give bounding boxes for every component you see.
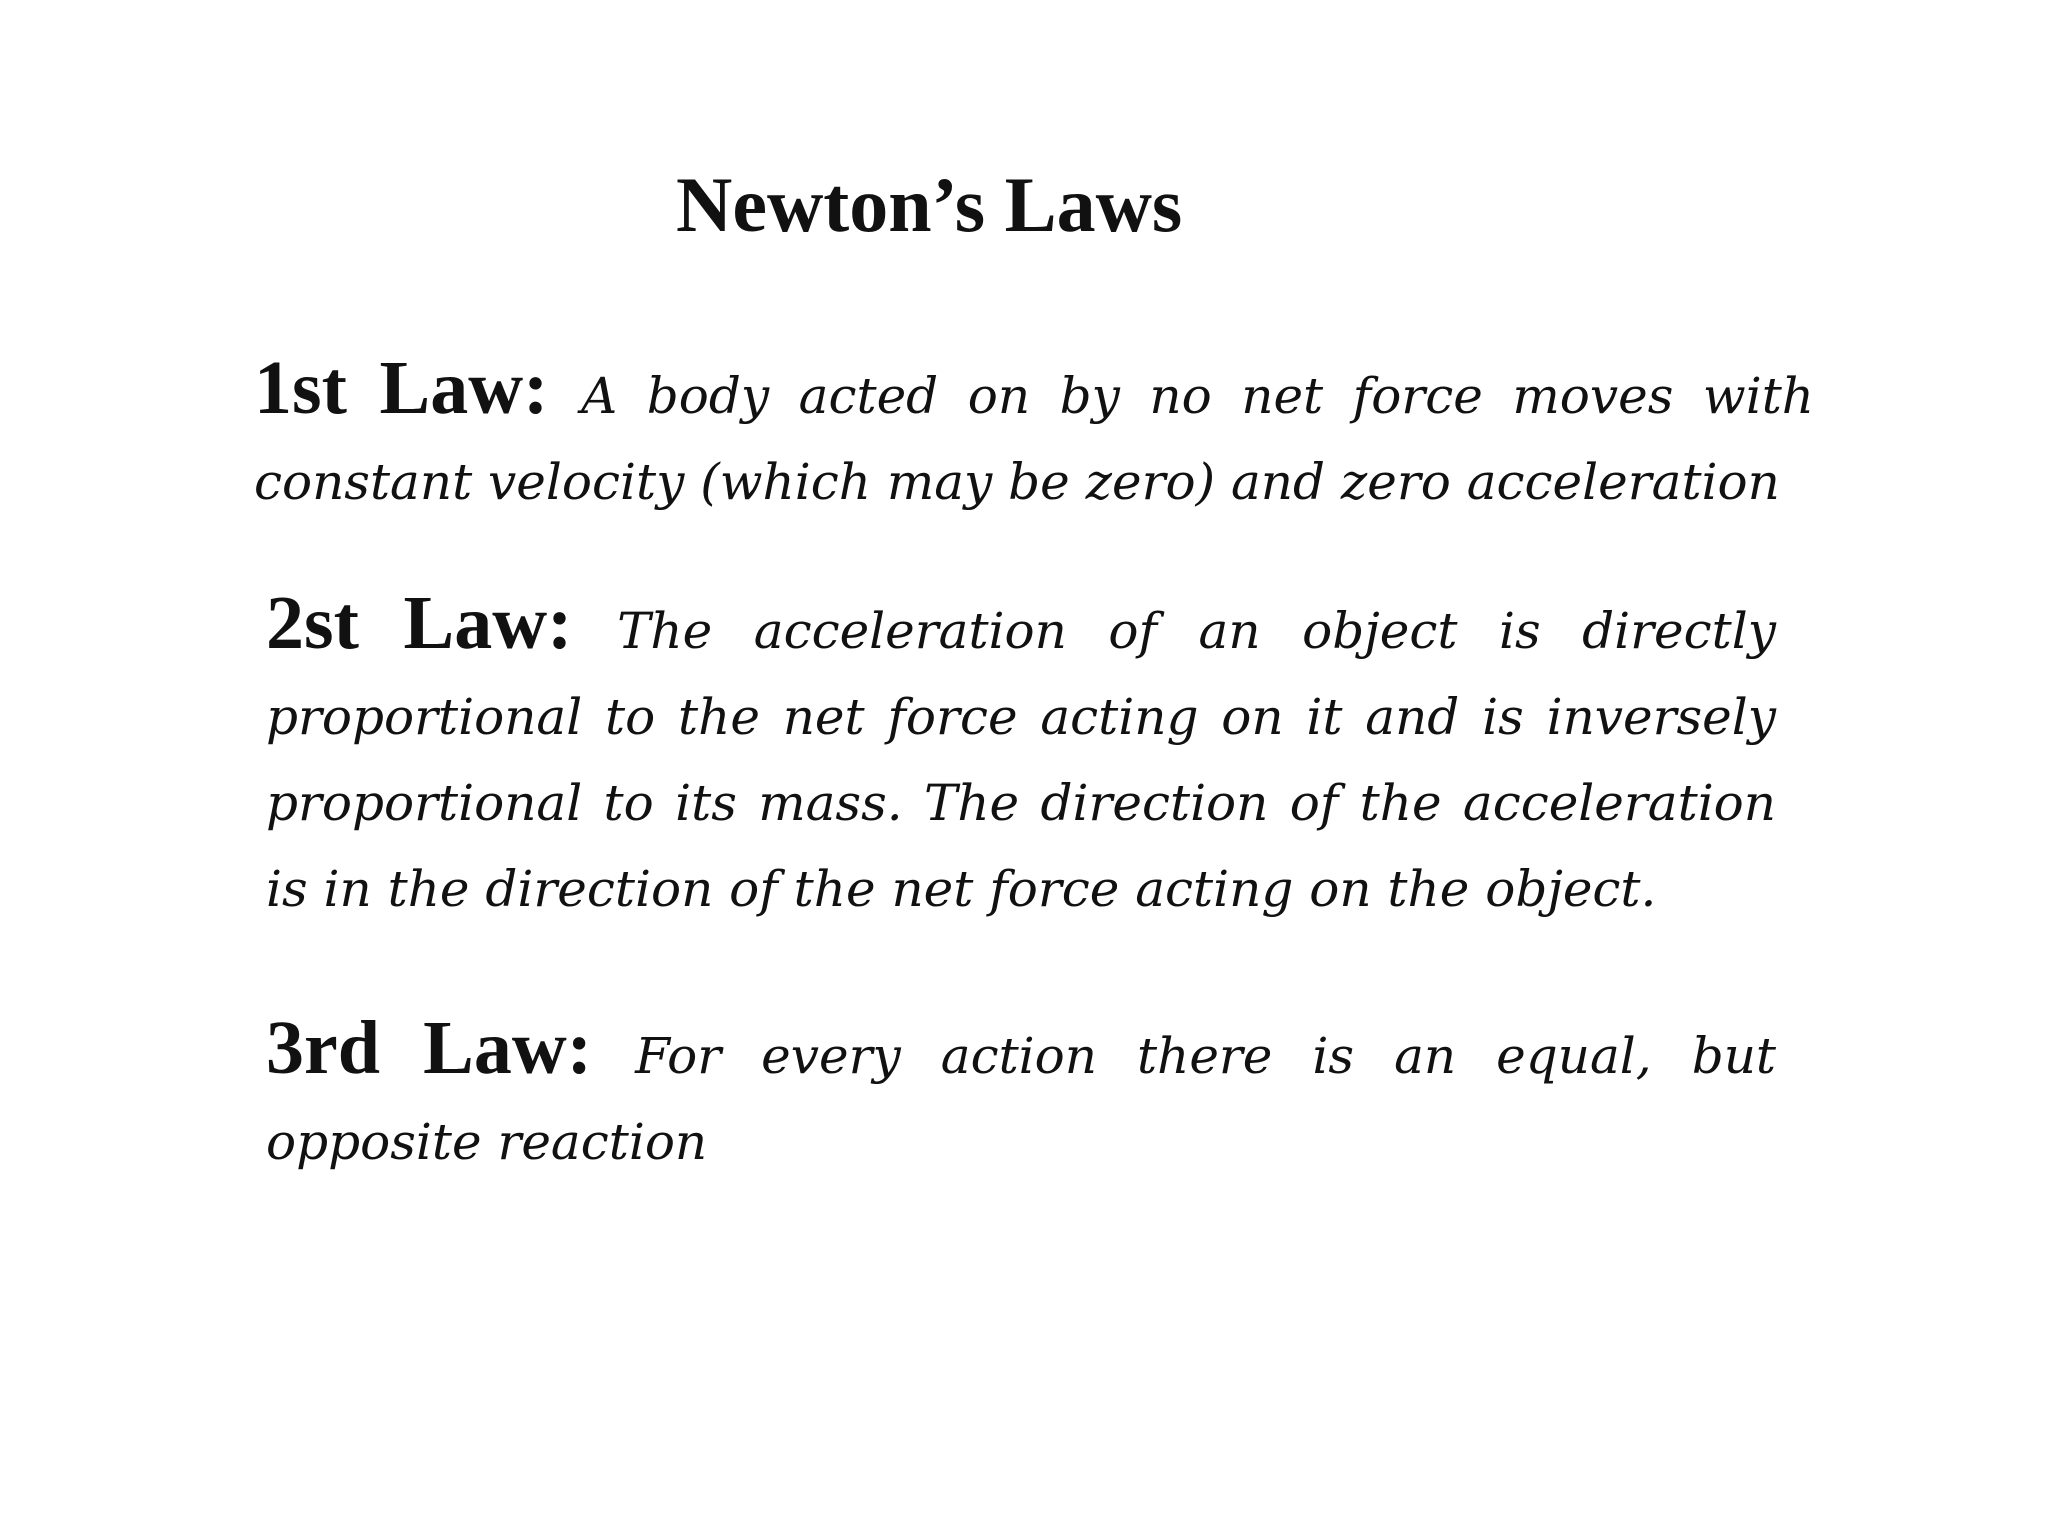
page-title: Newton’s Laws [676, 161, 1183, 248]
law-2-label: 2st Law: [266, 581, 618, 665]
law-3-text: For every action there is an equal, but opposite reaction [266, 1027, 1776, 1171]
law-3-paragraph [266, 1005, 1776, 1185]
law-2-text: The acceleration of an object is directly proportional to the net force acting on it and is inversely proportional to its mass. The direction of the acceleration is in the direction of the net force acting on the object. [266, 602, 1776, 918]
law-1-paragraph [254, 345, 1814, 525]
law-2-paragraph [266, 580, 1776, 932]
law-3-label: 3rd Law: [266, 1006, 636, 1090]
law-1-text: A body acted on by no net force moves with constant velocity (which may be zero) and zero acceleration [254, 367, 1814, 511]
law-1-label: 1st Law: [254, 346, 582, 430]
